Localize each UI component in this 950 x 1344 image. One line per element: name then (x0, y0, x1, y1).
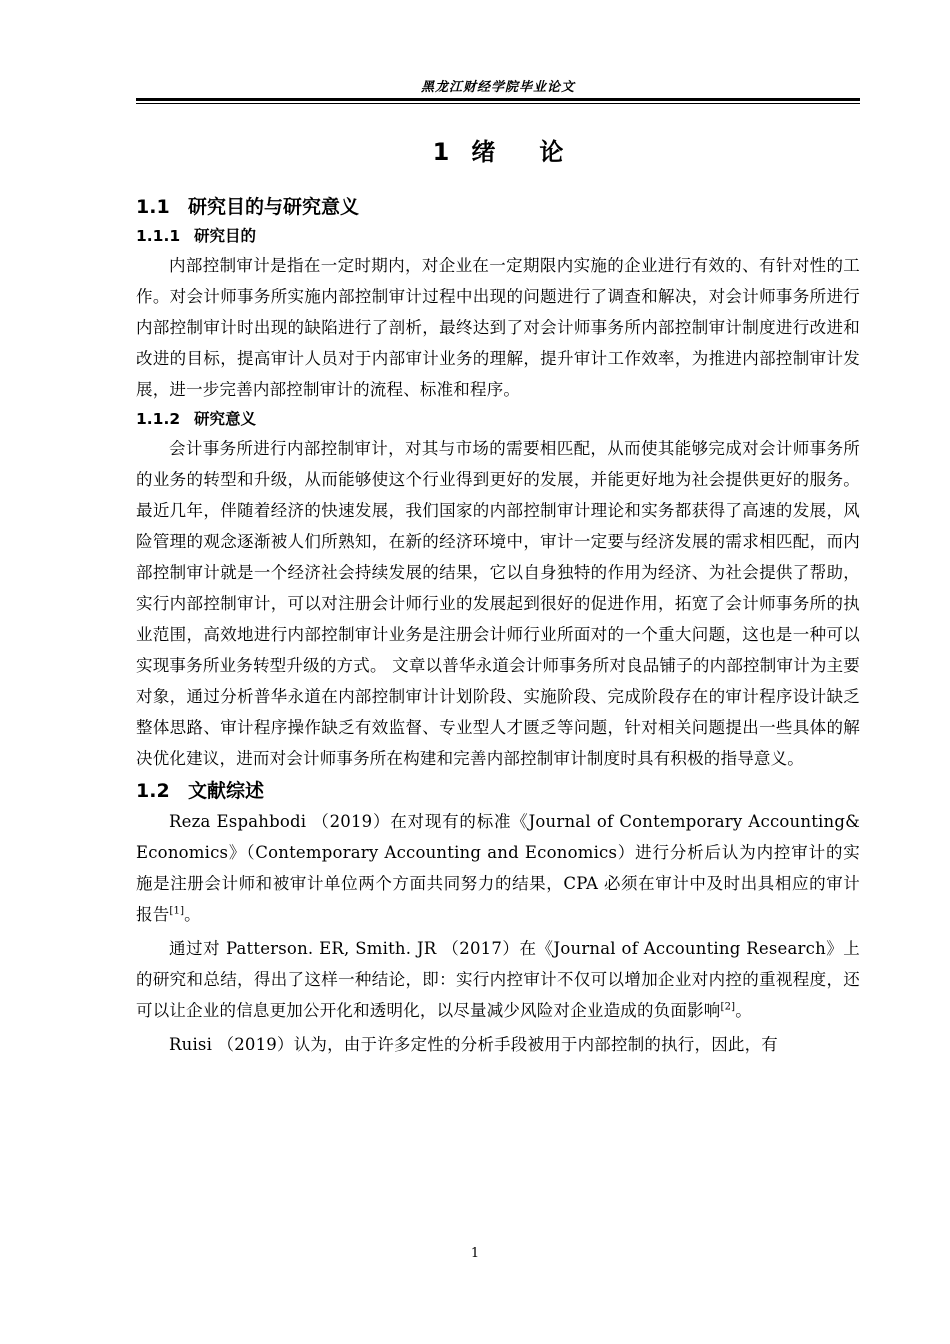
chapter-number: 1 (432, 138, 450, 166)
header-rule-thick (136, 98, 860, 101)
chapter-title (136, 130, 860, 172)
section-title: 研究目的 (194, 227, 257, 245)
paragraph-end: 。 (735, 1001, 752, 1020)
paragraph-text: Reza Espahbodi （2019）在对现有的标准《Journal of Contemporary Accounting& Economics》（Contemporary Accounting and Economics）进行分析后认为内控审计的实施是注册会计师和被审计单位两个方面共同努力的结果，CPA 必须在审计中及时出具相应的审计报告 (136, 812, 860, 924)
paragraph-research-purpose: 内部控制审计是指在一定时期内，对企业在一定期限内实施的企业进行有效的、有针对性的工作。对会计师事务所实施内部控制审计过程中出现的问题进行了调查和解决，对会计师事务所进行内部控制审计时出现的缺陷进行了剖析，最终达到了对会计师事务所内部控制审计制度进行改进和改进的目标，提高审计人员对于内部审计业务的理解，提升审计工作效率，为推进内部控制审计发展，进一步完善内部控制审计的流程、标准和程序。 (136, 256, 860, 399)
page-content (136, 130, 860, 1060)
paragraph-literature-3: Ruisi （2019）认为，由于许多定性的分析手段被用于内部控制的执行，因此，有 (169, 1035, 779, 1054)
section-heading-1-2 (136, 776, 860, 806)
section-number: 1.1 (136, 196, 170, 218)
section-title: 研究意义 (194, 410, 257, 428)
page-number: 1 (470, 1246, 480, 1261)
chapter-title-part1: 绪 (471, 138, 496, 166)
chapter-title-part2: 论 (539, 138, 564, 166)
paragraph-end: 。 (184, 905, 201, 924)
paragraph-literature-1 (136, 806, 860, 930)
section-number: 1.1.1 (136, 227, 181, 245)
paragraph-literature-2 (136, 933, 860, 1026)
section-title: 文献综述 (188, 780, 265, 802)
header-rule-thin (136, 103, 860, 104)
section-heading-1-1-2 (136, 405, 860, 433)
citation-ref: [2] (720, 1001, 736, 1013)
section-number: 1.2 (136, 780, 170, 802)
section-number: 1.1.2 (136, 410, 181, 428)
section-heading-1-1-1 (136, 222, 860, 250)
section-title: 研究目的与研究意义 (188, 196, 360, 218)
citation-ref: [1] (169, 905, 185, 917)
paragraph-text: 通过对 Patterson. ER, Smith. JR （2017）在《Journal of Accounting Research》上的研究和总结，得出了这样一种结论，即：实行内控审计不仅可以增加企业对内控的重视程度，还可以让企业的信息更加公开化和透明化，以尽量减少风险对企业造成的负面影响 (136, 939, 860, 1020)
paragraph-research-significance: 会计事务所进行内部控制审计，对其与市场的需要相匹配，从而使其能够完成对会计师事务所的业务的转型和升级，从而能够使这个行业得到更好的发展，并能更好地为社会提供更好的服务。最近几年，伴随着经济的快速发展，我们国家的内部控制审计理论和实务都获得了高速的发展，风险管理的观念逐渐被人们所熟知，在新的经济环境中，审计一定要与经济发展的需求相匹配，而内部控制审计就是一个经济社会持续发展的结果，它以自身独特的作用为经济、为社会提供了帮助，实行内部控制审计，可以对注册会计师行业的发展起到很好的促进作用，拓宽了会计师事务所的执业范围，高效地进行内部控制审计业务是注册会计师行业所面对的一个重大问题，这也是一种可以实现事务所业务转型升级的方式。 文章以普华永道会计师事务所对良品铺子的内部控制审计为主要对象，通过分析普华永道在内部控制审计计划阶段、实施阶段、完成阶段存在的审计程序设计缺乏整体思路、审计程序操作缺乏有效监督、专业型人才匮乏等问题，针对相关问题提出一些具体的解决优化建议，进而对会计师事务所在构建和完善内部控制审计制度时具有积极的指导意义。 (136, 439, 860, 768)
section-heading-1-1 (136, 192, 860, 222)
running-header: 黑龙江财经学院毕业论文 (420, 80, 575, 95)
